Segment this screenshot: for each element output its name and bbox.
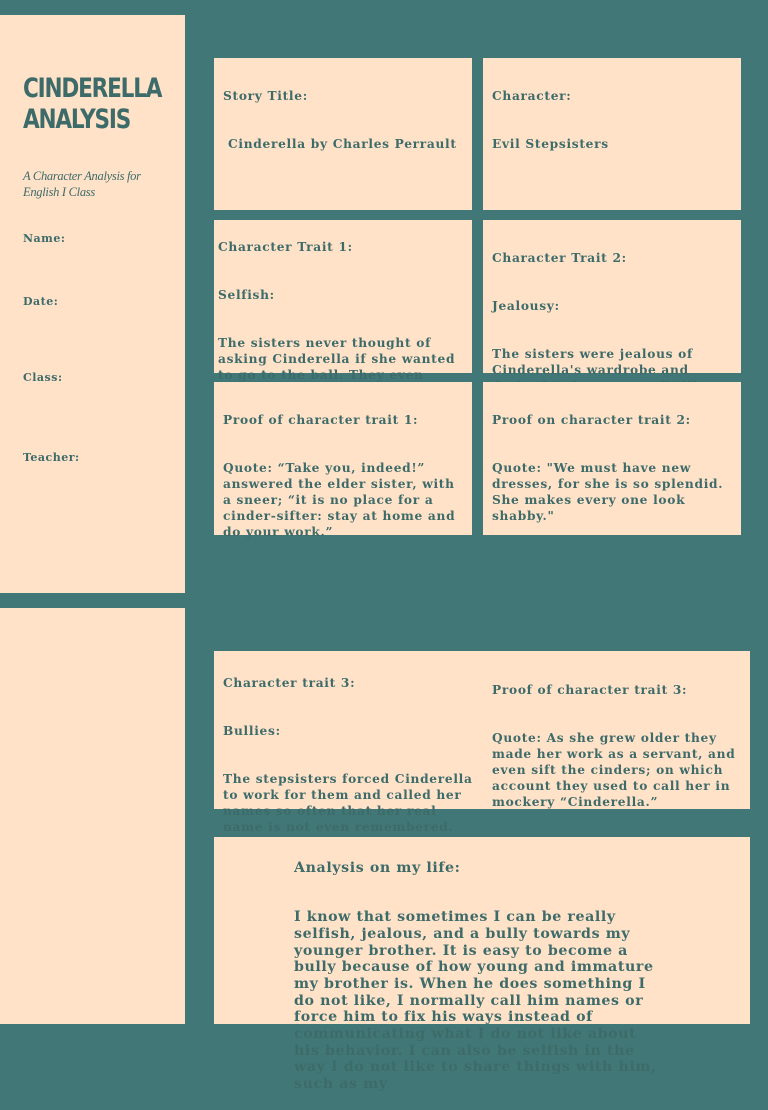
proof1-text: Quote: “Take you, indeed!” answered the elder sister, with a sneer; “it is no place for a cinder-sifter: stay at home and do your work.” [223,461,456,539]
page-title: CINDERELLA ANALYSIS [23,73,162,135]
page-subtitle: A Character Analysis for English I Class [23,169,141,199]
proof3-label: Proof of character trait 3: [492,683,688,697]
trait3-name: Bullies: [223,724,281,738]
trait2-text: The sisters were jealous of Cinderella's wardrobe and [492,347,693,377]
trait1-name: Selfish: [218,288,275,302]
analysis-box [214,837,750,1093]
trait2-name: Jealousy: [492,299,560,313]
trait1-box [214,220,472,382]
analysis-label: Analysis on my life: [294,859,461,876]
trait3-text: The stepsisters forced Cinderella to work for them and called her names so often that her real name is not even remembered. [223,772,473,834]
analysis-text: I know that sometimes I can be really selfish, jealous, and a bully towards my younger brother. It is easy to become a bully because of how young and immature my brother is. When he does something I do not like, I normally call him names or force him to fix his ways instead of communicating what I do not like about his behavior. I can also be selfish in the way I do not like to share things with him, such as my [294,909,657,1093]
class-field-label: Class: [23,371,63,384]
trait1-text: The sisters never thought of asking Cinderella if she wanted to go to the ball. They even [218,336,456,382]
trait1-label: Character Trait 1: [218,240,353,254]
proof2-box [483,382,741,535]
proof1-label: Proof of character trait 1: [223,413,419,427]
proof2-label: Proof on character trait 2: [492,413,691,427]
trait2-box [483,220,741,377]
story-title-box [214,58,472,210]
sidebar-panel [0,15,185,593]
proof3-column [492,666,742,826]
teacher-field-label: Teacher: [23,451,80,464]
trait3-proof3-box [214,651,750,834]
character-label: Character: [492,89,572,103]
story-title-value: Cinderella by Charles Perrault [228,137,457,151]
character-box [483,58,741,210]
analysis-column [294,843,664,1110]
character-value: Evil Stepsisters [492,137,609,151]
name-field-label: Name: [23,232,66,245]
proof2-text: Quote: "We must have new dresses, for she is so splendid. She makes every one look shabby." [492,461,724,523]
trait2-label: Character Trait 2: [492,251,627,265]
story-title-label: Story Title: [223,89,308,103]
trait3-label: Character trait 3: [223,676,356,690]
date-field-label: Date: [23,295,59,308]
sidebar-panel-lower [0,608,185,1024]
trait3-column [223,659,473,851]
proof3-text: Quote: As she grew older they made her work as a servant, and even sift the cinders; on which account they used to call her in mockery “Cinderella.” [492,731,736,809]
proof1-box [214,382,472,539]
